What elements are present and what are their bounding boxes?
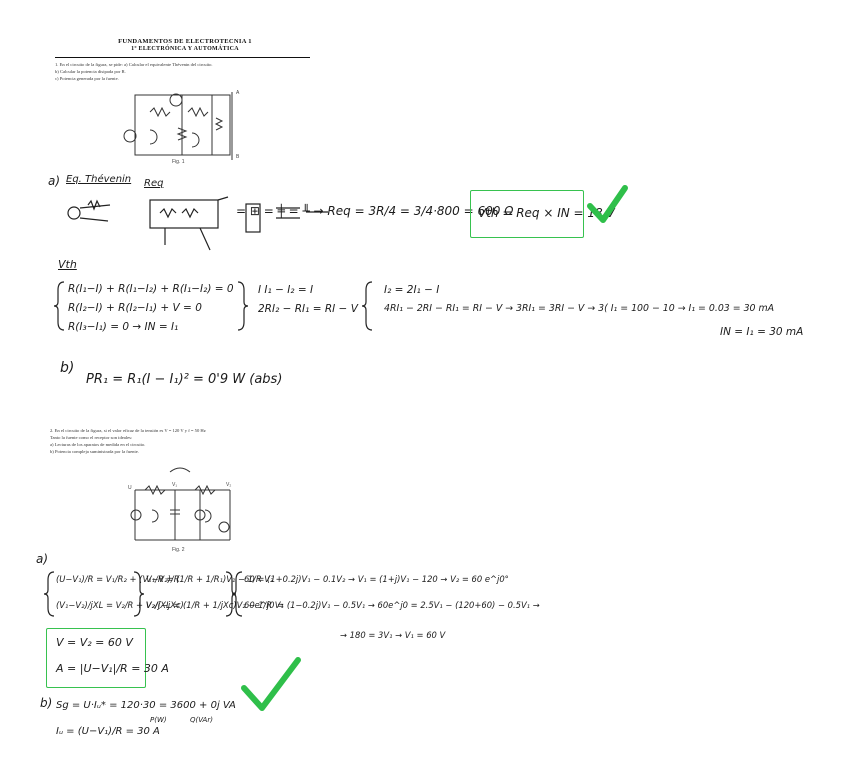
answer-1b-label: b) — [60, 360, 75, 376]
answer-2a-label: a) — [36, 552, 49, 566]
nodal-right-1: 60 = (1+0.2j)V₁ − 0.1V₂ → V₁ = (1+j)V₁ − 120 → V₂ = 60 e^j0° — [244, 574, 509, 584]
ammeter-reading: A = |U−V₁|/R = 30 A — [56, 662, 169, 675]
vth-eq-1: R(I₁−I) + R(I₁−I₂) + R(I₁−I₂) = 0 — [68, 283, 234, 295]
problem2-line-1: 2. En el circuito de la figura, si el valor eficaz de la tensión es V = 120 V y f = 50 Hz — [50, 428, 206, 433]
vth-eq-3: R(I₃−I₁) = 0 → IN = I₁ — [68, 321, 179, 333]
answer-1a-label: a) — [48, 174, 61, 188]
problem2-line-3: a) Lecturas de los aparatos de medida en el circuito. — [50, 442, 146, 447]
vth-result: Vth = Req × IN = 18 V — [478, 206, 615, 220]
problem1-line-2: b) Calcular la potencia disipada por R. — [55, 69, 126, 74]
page-title: FUNDAMENTOS DE ELECTROTECNIA 1 — [118, 38, 252, 45]
svg-text:Fig. 2: Fig. 2 — [172, 547, 185, 553]
problem2-line-2: Tanto la fuente como el receptor son ideales: — [50, 435, 133, 440]
in-result: IN = I₁ = 30 mA — [720, 326, 804, 338]
vth-solution-2: 4RI₁ − 2RI − RI₁ = RI − V → 3RI₁ = 3RI − V → 3( I₁ = 100 − 10 → I₁ = 0.03 = 30 mA — [384, 303, 775, 314]
nodal-eq-1: (U−V₁)/R = V₁/R₂ + (V₁−V₂)/R — [56, 574, 180, 584]
voltmeter-reading: V = V₂ = 60 V — [56, 636, 133, 649]
nodal-eq-2: (V₁−V₂)/jXL = V₂/R + V₂/(−jXc) — [56, 600, 184, 610]
svg-text:U: U — [128, 485, 132, 491]
nodal-right-3: → 180 = 3V₁ → V₁ = 60 V — [340, 630, 446, 640]
page-subtitle: 1º ELECTRÓNICA Y AUTOMÁTICA — [131, 46, 239, 52]
vth-eq-2: R(I₂−I) + R(I₂−I₁) + V = 0 — [68, 302, 202, 314]
problem1-line-3: c) Potencia generada por la fuente. — [55, 76, 119, 81]
svg-text:V₁: V₁ — [172, 482, 178, 488]
vth-system-2: 2RI₂ − RI₁ = RI − V — [258, 303, 358, 315]
svg-text:V₂: V₂ — [226, 482, 232, 488]
source-current: Iᵤ = (U−V₁)/R = 30 A — [56, 726, 160, 737]
svg-text:Fig. 1: Fig. 1 — [172, 159, 185, 165]
vth-solution-1: I₂ = 2I₁ − I — [384, 284, 440, 296]
nodal-mid-2: V₂/jXL = (1/R + 1/jXc)V₂ − 1/R V₁ — [146, 600, 284, 610]
complex-power: Sg = U·Iᵤ* = 120·30 = 3600 + 0j VA — [56, 700, 236, 711]
active-power-sub: P(W) — [150, 716, 167, 724]
vth-system-1: I I₁ − I₂ = I — [258, 284, 314, 296]
power-result: PR₁ = R₁(I − I₁)² = 0'9 W (abs) — [86, 372, 283, 387]
problem1-line-1: 1. En el circuito de la figura, se pide: a) Calcular el equivalente Thévenin del circuito. — [55, 62, 213, 67]
req-equivalence: = ⊞ = ╪ = ╨ → Req = 3R/4 = 3/4·800 = 600 Ω — [236, 204, 514, 218]
reactive-power-sub: Q(VAr) — [190, 716, 213, 724]
thevenin-title: Eq. Thévenin — [66, 174, 132, 185]
answer-2b-label: b) — [40, 696, 53, 710]
svg-text:A: A — [236, 90, 240, 96]
req-label: Req — [144, 178, 164, 189]
svg-text:B: B — [236, 154, 240, 160]
problem2-line-4: b) Potencia compleja suministrada por la fuente. — [50, 449, 139, 454]
nodal-right-2: 60e^j0 = (1−0.2j)V₁ − 0.5V₁ → 60e^j0 = 2.5V₁ − (120+60) − 0.5V₁ → — [244, 600, 540, 610]
vth-label: Vth — [58, 258, 77, 271]
nodal-mid-1: V₁/R = (1/R + 1/R₁)V₁ − 1/R V₂ — [146, 574, 274, 584]
